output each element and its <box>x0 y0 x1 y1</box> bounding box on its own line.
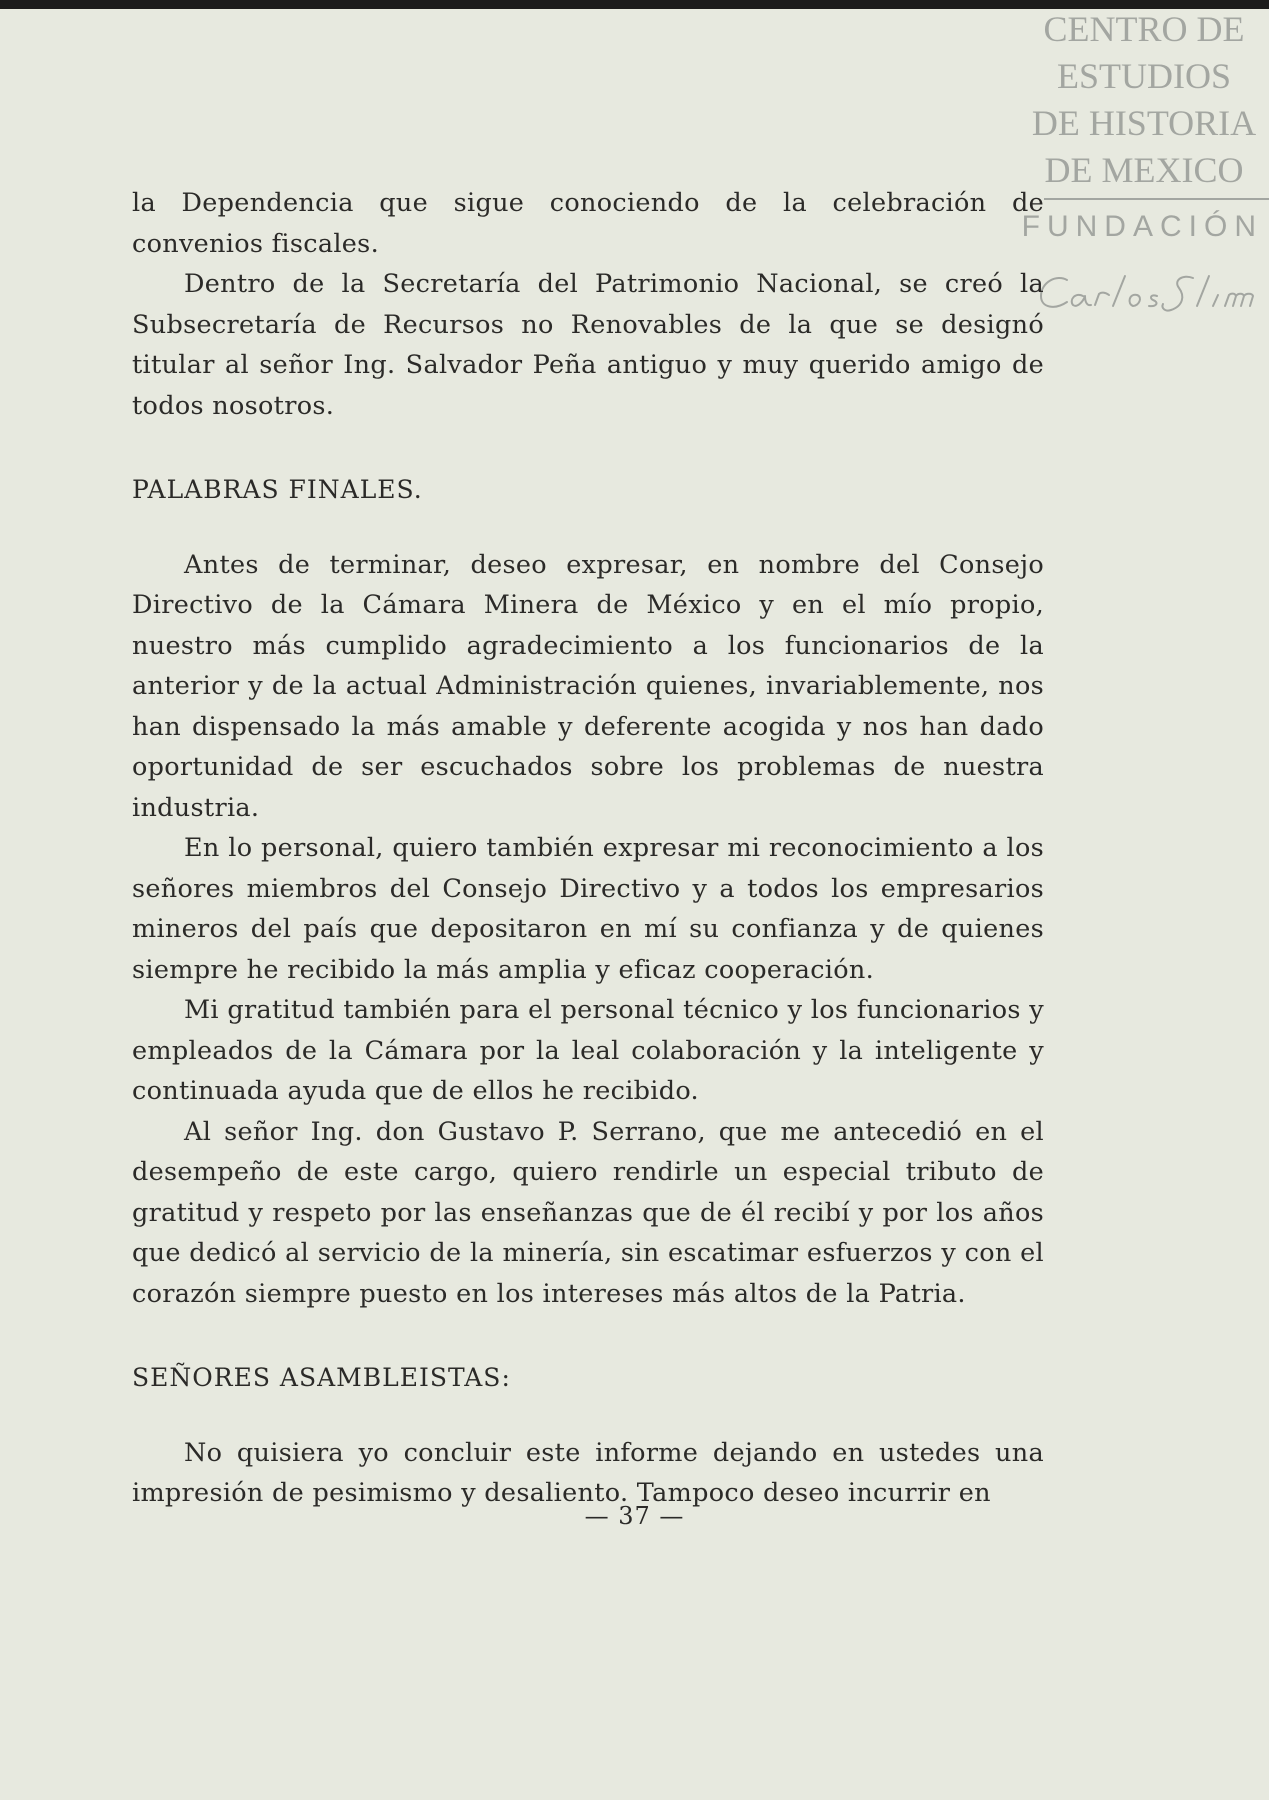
section-spacer <box>132 511 1044 545</box>
page-body <box>132 183 1044 1514</box>
paragraph-serrano: Al señor Ing. don Gustavo P. Serrano, que me antecedió en el desempeño de este cargo, quiero rendirle un especial tributo de gratitud y respeto por las enseñanzas que de él recibí y por los años que dedicó al servicio de la minería, sin escatimar esfuerzos y con el corazón siempre puesto en los intereses más altos de la Patria. <box>132 1116 1044 1309</box>
section-spacer <box>132 1399 1044 1433</box>
section-spacer <box>132 426 1044 470</box>
signature-logo <box>1033 268 1263 318</box>
watermark-line-2: ESTUDIOS <box>1056 56 1231 96</box>
watermark-line-1: CENTRO DE <box>1043 9 1245 49</box>
section-spacer <box>132 1314 1044 1358</box>
page-number: — 37 — <box>584 1502 685 1530</box>
watermark-foundation: FUNDACIÓN <box>1021 210 1263 243</box>
paragraph-continuation: la Dependencia que sigue conociendo de la celebración de convenios fiscales. <box>132 188 1044 259</box>
archive-watermark <box>1019 6 1269 244</box>
paragraph-antes: Antes de terminar, deseo expresar, en nombre del Consejo Directivo de la Cámara Minera de México y en el mío propio, nuestro más cumplido agradecimiento a los funcionarios de la anterior y de la actual Administración quienes, invariablemente, nos han dispensado la más amable y deferente acogida y nos han dado oportunidad de ser escuchados sobre los problemas de nuestra industria. <box>132 549 1044 823</box>
watermark-line-3: DE HISTORIA <box>1031 103 1257 143</box>
paragraph-gratitud: Mi gratitud también para el personal técnico y los funcionarios y empleados de la Cámara por la leal colaboración y la inteligente y continuada ayuda que de ellos he recibido. <box>132 995 1044 1106</box>
watermark-rule <box>1044 198 1269 200</box>
paragraph-secretaria: Dentro de la Secretaría del Patrimonio Nacional, se creó la Subsecretaría de Recursos no Renovables de la que se designó titular al señor Ing. Salvador Peña antiguo y muy querido amigo de todos nosotros. <box>132 269 1044 421</box>
watermark-line-4: DE MEXICO <box>1044 150 1244 190</box>
paragraph-personal: En lo personal, quiero también expresar mi reconocimiento a los señores miembros del Consejo Directivo y a todos los empresarios mineros del país que depositaron en mí su confianza y de quienes siempre he recibido la más amplia y eficaz cooperación. <box>132 833 1044 985</box>
paragraph-concluir: No quisiera yo concluir este informe dejando en ustedes una impresión de pesimismo y desaliento. Tampoco deseo incurrir en <box>132 1437 1044 1508</box>
heading-palabras-finales: PALABRAS FINALES. <box>132 475 423 504</box>
heading-asambleistas: SEÑORES ASAMBLEISTAS: <box>132 1363 511 1392</box>
